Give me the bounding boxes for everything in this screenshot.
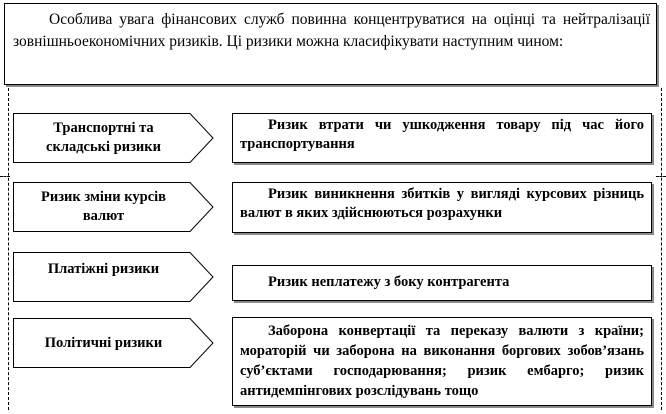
left-tick-connector (0, 176, 10, 177)
left-dashed-connector (8, 88, 9, 410)
description-transport (232, 113, 652, 163)
right-tick-connector (656, 176, 666, 177)
description-political (232, 317, 652, 406)
intro-text-box (4, 3, 657, 85)
category-label: Політичні ризики (44, 334, 163, 351)
description-currency (232, 182, 652, 233)
description-payment (232, 265, 652, 301)
description-text: Заборона конвертації та переказу валюти з країни; мораторій чи заборона на виконання боргових зобов’язань суб’єктами господарювання; ризик ембарго; ризик антидемпінгових розслідувань тощо (240, 323, 644, 399)
description-text: Ризик виникнення збитків у вигляді курсових різниць валют в яких здійснюються розрахунки (240, 186, 644, 221)
category-payment (13, 252, 214, 302)
category-label: Транспортні та складські ризики (46, 120, 161, 155)
description-text: Ризик неплатежу з боку контрагента (268, 274, 510, 290)
category-currency (13, 182, 214, 232)
right-dashed-connector (661, 88, 662, 410)
category-label: Платіжні ризики (47, 261, 160, 277)
category-political (13, 318, 214, 368)
category-transport (13, 113, 214, 163)
intro-text: Особлива увага фінансових служб повинна концентруватися на оцінці та нейтралізації зовнішньоекономічних ризиків. Ці ризики можна класифікувати наступним чином: (13, 11, 650, 50)
description-text: Ризик втрати чи ушкодження товару під час його транспортування (240, 117, 644, 152)
category-label: Ризик зміни курсів валют (41, 189, 166, 224)
